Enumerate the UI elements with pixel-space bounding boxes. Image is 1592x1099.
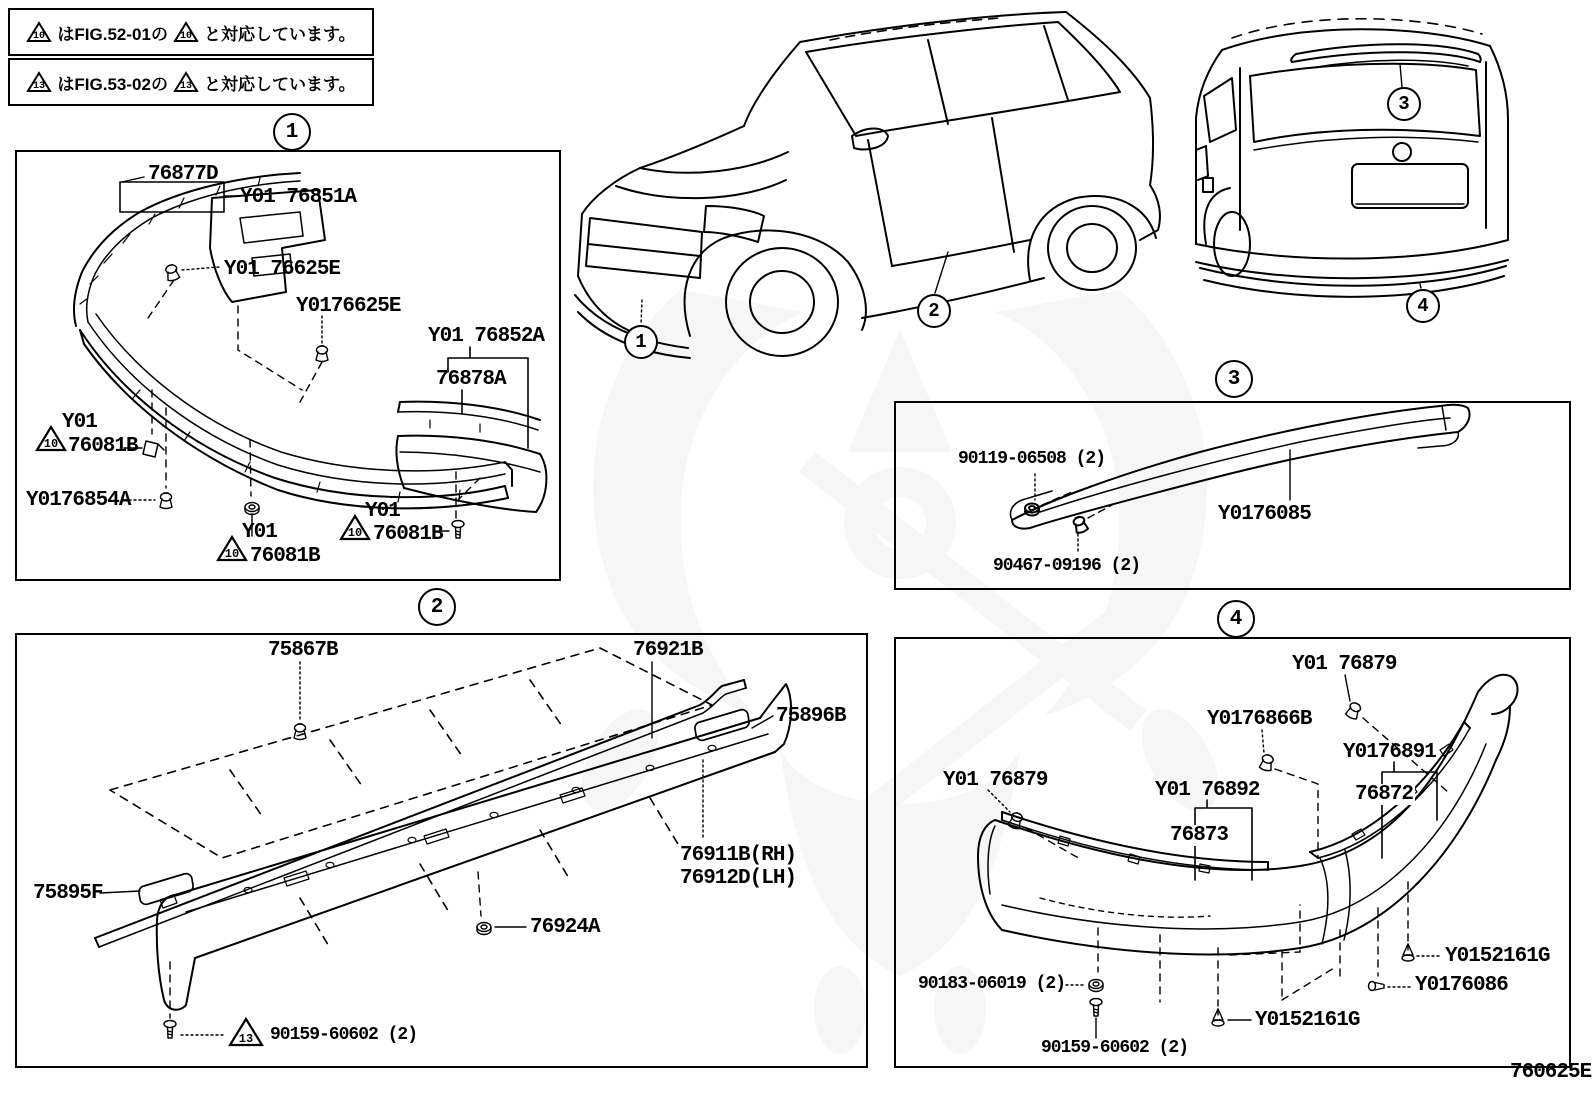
- label-bolt-p3: 90119-06508 (2): [958, 449, 1106, 469]
- svg-text:13: 13: [179, 80, 192, 92]
- label-retainer-c: 76081B: [373, 523, 443, 546]
- label-pad-rear: 75896B: [776, 705, 846, 728]
- label-bracket-rh: Y0176891: [1343, 741, 1436, 764]
- label-roof-spoiler: Y0176085: [1218, 503, 1311, 526]
- label-clip-1: Y01 76625E: [224, 258, 341, 281]
- svg-text:10: 10: [43, 437, 59, 451]
- note-text: はFIG.52-01の: [57, 24, 168, 44]
- triangle-10-icon: [339, 513, 371, 542]
- label-spoiler-pad-rh: 76877D: [148, 163, 218, 186]
- svg-text:10: 10: [33, 30, 46, 42]
- car-callout-roof-spoiler: 3: [1387, 87, 1421, 121]
- svg-text:10: 10: [224, 547, 240, 561]
- panel-2-number: 2: [418, 588, 456, 626]
- figure-code: 760625E: [1510, 1061, 1592, 1084]
- label-clip-a-left: Y01 76879: [943, 769, 1048, 792]
- note-text: と対応しています。: [203, 24, 356, 44]
- label-grommet-p3: 90467-09196 (2): [993, 556, 1141, 576]
- label-spacer: Y0176854A: [26, 489, 131, 512]
- triangle-10-icon: [216, 534, 248, 563]
- label-screw-p4: 90159-60602 (2): [1041, 1038, 1189, 1058]
- panel-1-number: 1: [273, 113, 311, 151]
- svg-text:10: 10: [179, 30, 192, 42]
- label-pad-front: 75895F: [33, 882, 103, 905]
- label-retainer-prefix-b: Y01: [242, 521, 277, 544]
- label-clip-b: Y0176866B: [1207, 708, 1312, 731]
- label-spoiler-pad-lh: 76878A: [436, 368, 506, 391]
- label-clip-c-mid: Y0152161G: [1255, 1009, 1360, 1032]
- label-screw-p2: 90159-60602 (2): [270, 1025, 418, 1045]
- triangle-13-icon: [173, 71, 199, 94]
- label-retainer-prefix-c: Y01: [365, 500, 400, 523]
- triangle-13-icon: [228, 1016, 264, 1048]
- label-protector-lh: 76873: [1170, 824, 1229, 847]
- svg-text:10: 10: [347, 526, 363, 540]
- label-retainer-prefix-a: Y01: [62, 411, 97, 434]
- panel-4-rear-spoiler: [894, 637, 1571, 1068]
- note-fig52: [8, 8, 374, 56]
- svg-text:13: 13: [238, 1032, 254, 1046]
- panel-3-number: 3: [1215, 360, 1253, 398]
- label-mudguard-lh: 76912D(LH): [680, 867, 797, 890]
- label-clip-rear: 76924A: [530, 916, 600, 939]
- label-side-molding: 76921B: [633, 639, 703, 662]
- label-retainer-a: 76081B: [68, 435, 138, 458]
- label-clip-a-right: Y01 76879: [1292, 653, 1397, 676]
- label-mudguard-rh: 76911B(RH): [680, 844, 797, 867]
- triangle-10-icon: [35, 424, 67, 453]
- panel-1-front-spoiler: [15, 150, 561, 581]
- car-callout-rear-spoiler: 4: [1406, 289, 1440, 323]
- note-fig53: [8, 58, 374, 106]
- label-spoiler-cover-rh: Y01 76851A: [240, 186, 357, 209]
- triangle-10-icon: [26, 21, 52, 44]
- label-protector-rh: 76872: [1355, 783, 1414, 806]
- car-callout-front-spoiler: 1: [624, 325, 658, 359]
- triangle-10-icon: [173, 21, 199, 44]
- label-nut-p4: 90183-06019 (2): [918, 974, 1066, 994]
- triangle-13-icon: [26, 71, 52, 94]
- panel-4-number: 4: [1217, 600, 1255, 638]
- label-clip-front: 75867B: [268, 639, 338, 662]
- label-clip-2: Y0176625E: [296, 295, 401, 318]
- note-text: と対応しています。: [203, 74, 356, 94]
- car-rear-view: [1196, 19, 1508, 297]
- label-clip-c-right: Y0152161G: [1445, 945, 1550, 968]
- car-callout-body-side: 2: [917, 294, 951, 328]
- note-text: はFIG.53-02の: [57, 74, 168, 94]
- label-retainer-p4: Y0176086: [1415, 974, 1508, 997]
- label-retainer-b: 76081B: [250, 545, 320, 568]
- svg-text:13: 13: [33, 80, 46, 92]
- label-spoiler-cover-lh: Y01 76852A: [428, 325, 545, 348]
- label-bracket-lh: Y01 76892: [1155, 779, 1260, 802]
